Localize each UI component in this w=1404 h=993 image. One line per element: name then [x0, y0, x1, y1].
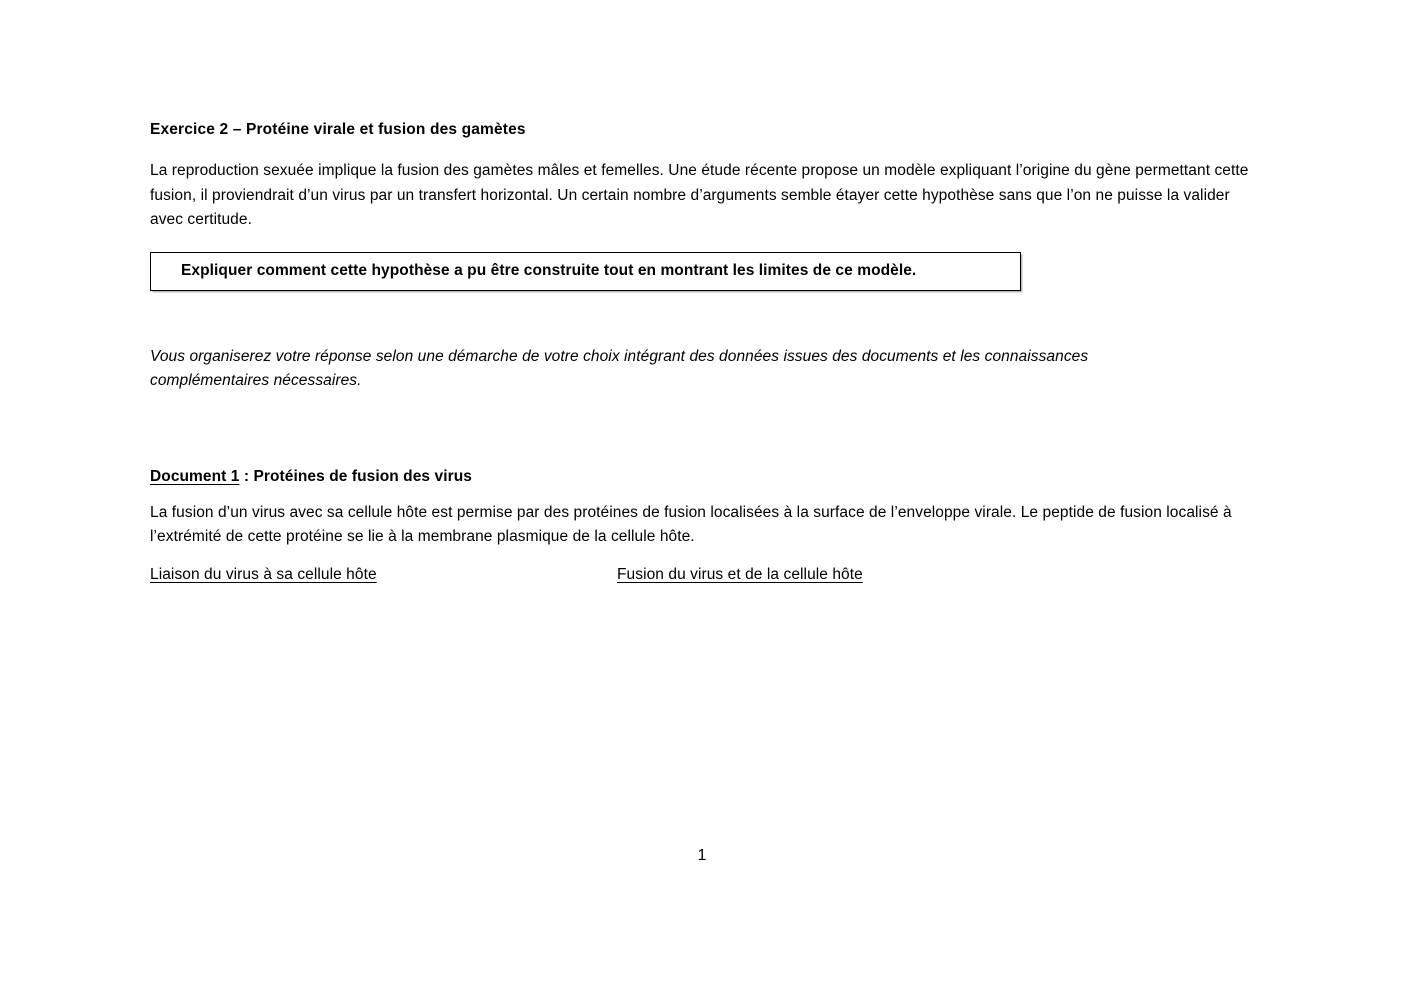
- intro-paragraph: La reproduction sexuée implique la fusion des gamètes mâles et femelles. Une étude récente propose un modèle expliquant l’origine du gène permettant cette fusion, il proviendrait d’un virus par un transfert horizontal. Un certain nombre d’arguments semble étayer cette hypothèse sans que l’on ne puisse la valider avec certitude.: [150, 162, 1249, 228]
- document1-paragraph: La fusion d’un virus avec sa cellule hôte est permise par des protéines de fusion localisées à la surface de l’enveloppe virale. Le peptide de fusion localisé à l’extrémité de cette protéine se lie à la membrane plasmique de la cellule hôte.: [150, 503, 1232, 545]
- figure-caption-fusion: Fusion du virus et de la cellule hôte: [617, 565, 863, 583]
- guidance-paragraph: Vous organiserez votre réponse selon une démarche de votre choix intégrant des données issues des documents et les connaissances complémentaires nécessaires.: [150, 347, 1089, 389]
- page-number: 1: [697, 847, 707, 864]
- exercise-title: Exercice 2 – Protéine virale et fusion des gamètes: [150, 121, 526, 138]
- document1-heading: [150, 465, 1255, 489]
- document1-label: Document 1: [150, 467, 240, 485]
- document1-title-rest: : Protéines de fusion des virus: [239, 467, 472, 485]
- instruction-text: Expliquer comment cette hypothèse a pu être construite tout en montrant les limites de ce modèle.: [181, 261, 917, 279]
- figure-caption-row: [150, 564, 1255, 590]
- document-content: [150, 118, 1255, 590]
- instruction-box: [150, 252, 1021, 291]
- figure-caption-binding: Liaison du virus à sa cellule hôte: [150, 565, 377, 583]
